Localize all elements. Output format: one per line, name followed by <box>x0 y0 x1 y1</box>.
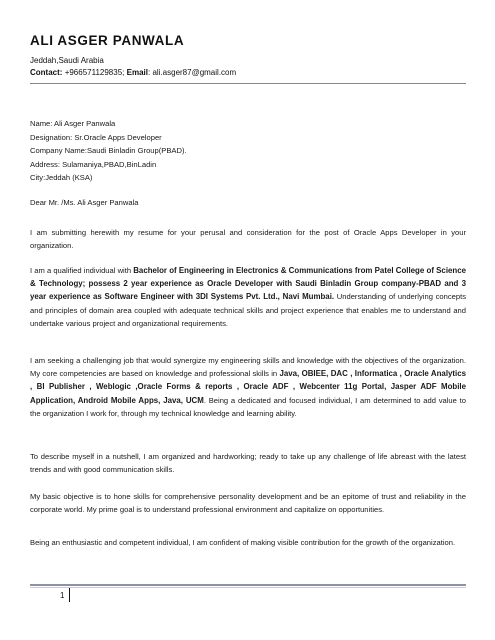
salutation: Dear Mr. /Ms. Ali Asger Panwala <box>30 198 139 207</box>
recipient-address-block <box>30 117 187 185</box>
qualifications-tail: Understanding of underlying concepts and principles of domain area coupled with adequate technical skills and project experience that enables me to understand and undertake various project and organizational requirements. <box>30 292 466 328</box>
competencies-tail: . Being a dedicated and focused individual, I am determined to add value to the organization I work for, through my technical knowledge and learning ability. <box>30 395 466 418</box>
phone-number: +966571129835; <box>64 68 125 77</box>
email-separator: : <box>147 68 151 77</box>
paragraph-closing: Being an enthusiastic and competent individual, I am confident of making visible contribution for the growth of the organization. <box>30 538 456 547</box>
recipient-city: City:Jeddah (KSA) <box>30 173 93 182</box>
qualifications-highlight: Bachelor of Engineering in Electronics & Communications from Patel College of Science & Technology; possess 2 year experience as Oracle Developer with Saudi Binladin Group company-PBAD and 3 year experience as Software Engineer with 3DI Systems Pvt. Ltd., Navi Mumbai. <box>30 266 466 302</box>
email-label: Email <box>126 68 148 77</box>
competencies-lead: I am seeking a challenging job that would synergize my engineering skills and knowledge with the objectives of the organization. My core competencies are based on knowledge and professional skills in <box>30 356 466 379</box>
qualifications-lead: I am a qualified individual with <box>30 266 134 275</box>
paragraph-qualifications <box>30 264 466 330</box>
recipient-name: Name: Ali Asger Panwala <box>30 119 116 128</box>
paragraph-intro: I am submitting herewith my resume for your perusal and consideration for the post of Oracle Apps Developer in your organization. <box>30 228 466 251</box>
paragraph-objective: My basic objective is to hone skills for comprehensive personality development and be an epitome of trust and reliability in the corporate world. My prime goal is to understand professional environment and capitalize on opportunities. <box>30 492 466 515</box>
paragraph-competencies <box>30 354 466 420</box>
page-number: 1 <box>60 591 65 600</box>
recipient-designation: Designation: Sr.Oracle Apps Developer <box>30 132 162 142</box>
contact-label: Contact: <box>30 68 63 77</box>
applicant-location: Jeddah,Saudi Arabia <box>30 56 104 65</box>
competencies-skills: Java, OBIEE, DAC , Informatica , Oracle Analytics , BI Publisher , Weblogic ,Oracle Forms & reports , Oracle ADF , Webcenter 11g Portal, Jasper ADF Mobile Application, Android Mobile Apps, Java, UCM <box>30 369 466 405</box>
footer-divider-shadow <box>30 587 466 588</box>
recipient-company: Company Name:Saudi Binladin Group(PBAD). <box>30 146 187 155</box>
recipient-address: Address: Sulamaniya,PBAD,BinLadin <box>30 159 157 169</box>
footer-divider <box>30 584 466 586</box>
applicant-name: ALI ASGER PANWALA <box>30 33 185 48</box>
email-address[interactable]: ali.asger87@gmail.com <box>152 68 237 77</box>
contact-line <box>30 68 236 77</box>
page-number-separator <box>69 588 70 602</box>
paragraph-self-description: To describe myself in a nutshell, I am organized and hardworking; ready to take up any challenge of life abreast with the latest trends and with good communication skills. <box>30 452 466 475</box>
header-divider <box>30 83 466 84</box>
